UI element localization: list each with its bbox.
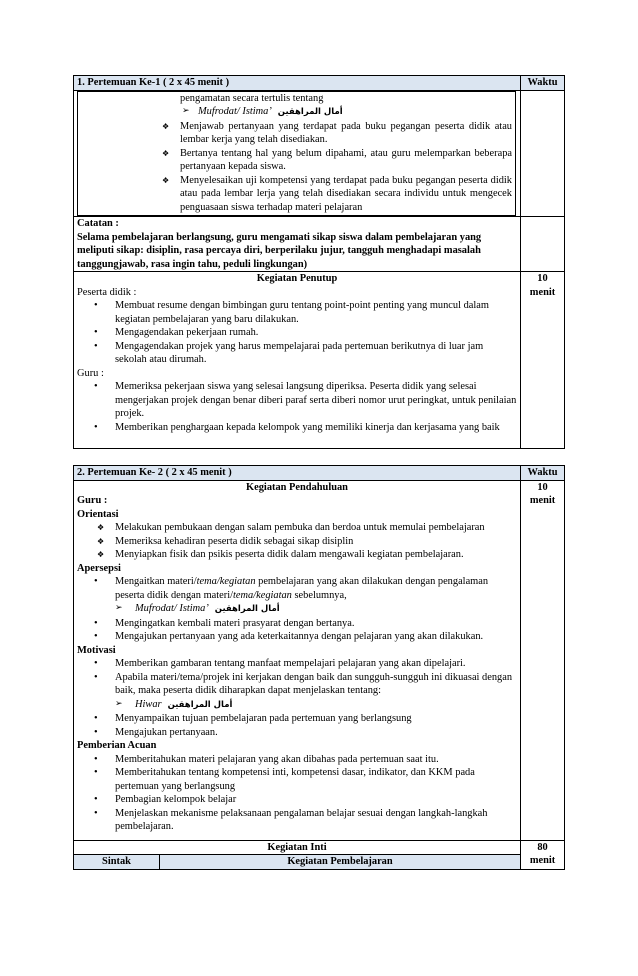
orientasi-item: ❖ Memeriksa kehadiran peserta didik sebagai sikap disiplin [77, 535, 517, 549]
pendahuluan-guru-label: Guru : [77, 495, 108, 506]
apersepsi-text-c: pembelajaran yang akan dilakukan dengan pengalaman peserta didik dengan materi/ [115, 576, 489, 601]
inti-time [521, 840, 565, 869]
peserta-label: Peserta didik : [77, 286, 137, 298]
apersepsi-arrow-latin: Mufrodat/ Istima’ [135, 603, 209, 614]
inti-time-unit: menit [529, 855, 556, 866]
inner-arrow-latin: Mufrodat/ Istima’ [198, 106, 272, 117]
meeting1-inner-time [521, 90, 565, 217]
peserta-item: • Membuat resume dengan bimbingan guru tentang point-point penting yang muncul dalam kegiatan pembelajaran yang baru dilakukan. [77, 299, 517, 326]
guru-item: • Memeriksa pekerjaan siswa yang selesai langsung diperiksa. Peserta didik yang selesai mengerjakan projek dengan benar diberi paraf serta diberi nomor urut peringkat, untuk penilaian projek. [77, 380, 517, 421]
guru-label: Guru : [77, 367, 104, 379]
meeting1-table [73, 75, 565, 449]
peserta-item: • Mengagendakan pekerjaan rumah. [77, 326, 517, 340]
catatan-text: Selama pembelajaran berlangsung, guru mengamati sikap siswa dalam pembelajaran yang meliputi sikap: disiplin, rasa percaya diri, berperilaku jujur, tangguh menghadapi masalah tanggungjawab, rasa ingin tahu, peduli lingkungan) [77, 231, 482, 270]
motivasi-item: • Mengajukan pertanyaan. [77, 726, 517, 740]
inti-time-value: 80 [537, 841, 548, 853]
motivasi-item: • Menyampaikan tujuan pembelajaran pada pertemuan yang berlangsung [77, 712, 517, 726]
acuan-item: • Memberitahukan tentang kompetensi inti, kompetensi dasar, indikator, dan KKM pada pertemuan yang berlangsung [77, 766, 517, 793]
inti-title: Kegiatan Inti [74, 840, 521, 855]
orientasi-label: Orientasi [77, 508, 119, 520]
meeting2-waktu-header: Waktu [521, 466, 565, 481]
meeting2-table [73, 465, 565, 870]
acuan-label: Pemberian Acuan [77, 740, 157, 751]
catatan-label: Catatan : [77, 218, 119, 229]
pendahuluan-time [521, 480, 565, 840]
acuan-item: • Menjelaskan mekanisme pelaksanaan pengalaman belajar sesuai dengan langkah-langkah pembelajaran. [77, 807, 517, 834]
sintak-header: Sintak [74, 855, 160, 870]
meeting1-waktu-header: Waktu [521, 76, 565, 91]
pendahuluan-time-value: 10 [537, 481, 548, 493]
apersepsi-text-d: tema/kegiatan [233, 589, 292, 601]
pendahuluan-time-unit: menit [529, 495, 556, 506]
penutup-time-value: 10 [537, 273, 548, 284]
catatan-cell [74, 217, 521, 272]
apersepsi-text-b: tema/kegiatan [196, 576, 256, 587]
inner-first-line: pengamatan secara tertulis tentang [180, 92, 324, 104]
catatan-time [521, 217, 565, 272]
acuan-item: • Pembagian kelompok belajar [77, 793, 517, 807]
penutup-time-unit: menit [529, 286, 556, 298]
peserta-item: • Mengagendakan projek yang harus mempelajarai pada pertemuan berikutnya di luar jam sekolah atau dirumah. [77, 340, 517, 367]
inner-activity-box [77, 91, 516, 217]
inner-item: ❖ Bertanya tentang hal yang belum dipahami, atau guru melemparkan beberapa pertanyaan kepada siswa. [78, 147, 512, 174]
guru-item: • Memberikan penghargaan kepada kelompok yang memiliki kinerja dan kerjasama yang baik [77, 421, 517, 435]
motivasi-arrow-latin: Hiwar [135, 698, 162, 710]
motivasi-item: • Memberikan gambaran tentang manfaat mempelajari pelajaran yang akan dipelajari. [77, 657, 517, 671]
apersepsi-item: • Mengingatkan kembali materi prasyarat dengan bertanya. [77, 617, 517, 631]
pendahuluan-title: Kegiatan Pendahuluan [246, 481, 348, 493]
apersepsi-arrow-arabic: أمال المراهقين [214, 604, 280, 614]
penutup-cell [74, 272, 521, 449]
apersepsi-item [77, 575, 517, 602]
meeting1-inner-cell [74, 90, 521, 217]
acuan-item: • Memberitahukan materi pelajaran yang akan dibahas pada pertemuan saat itu. [77, 753, 517, 767]
motivasi-arrow-item [77, 698, 517, 713]
penutup-time [521, 272, 565, 449]
inner-item: ❖ Menjawab pertanyaan yang terdapat pada buku pegangan peserta didik atau lembar kerja yang telah disediakan. [78, 120, 512, 147]
orientasi-item: ❖ Menyiapkan fisik dan psikis peserta didik dalam mengawali kegiatan pembelajaran. [77, 548, 517, 562]
meeting1-title: 1. Pertemuan Ke-1 ( 2 x 45 menit ) [74, 76, 521, 91]
kegiatan-pembelajaran-header: Kegiatan Pembelajaran [160, 855, 521, 870]
inner-arrow-arabic: أمال المراهقين [277, 107, 343, 117]
motivasi-label: Motivasi [77, 644, 116, 656]
inner-arrow-item [78, 105, 512, 120]
apersepsi-label: Apersepsi [77, 562, 121, 574]
apersepsi-item: • Mengajukan pertanyaan yang ada keterkaitannya dengan pelajaran yang akan dilakukan. [77, 630, 517, 644]
motivasi-arrow-arabic: أمال المراهقين [167, 699, 233, 710]
meeting2-title: 2. Pertemuan Ke- 2 ( 2 x 45 menit ) [74, 466, 521, 481]
orientasi-item: ❖ Melakukan pembukaan dengan salam pembuka dan berdoa untuk memulai pembelajaran [77, 521, 517, 535]
pendahuluan-cell [74, 480, 521, 840]
penutup-title: Kegiatan Penutup [256, 273, 338, 284]
inner-item: ❖ Menyelesaikan uji kompetensi yang terdapat pada buku pegangan peserta didik atau pada lembar lerja yang telah disediakan secara individu untuk mengecek penguasaan siswa terhadap materi pelajaran [78, 174, 512, 215]
apersepsi-text-a: Mengaitkan materi/ [115, 576, 197, 587]
motivasi-item: • Apabila materi/tema/projek ini kerjakan dengan baik dan sungguh-sungguh ini dikuasai dengan baik, maka peserta didik diharapkan dapat menjelaskan tentang: [77, 671, 517, 698]
apersepsi-text-e: sebelumnya, [291, 589, 347, 601]
apersepsi-arrow-item [77, 602, 517, 617]
